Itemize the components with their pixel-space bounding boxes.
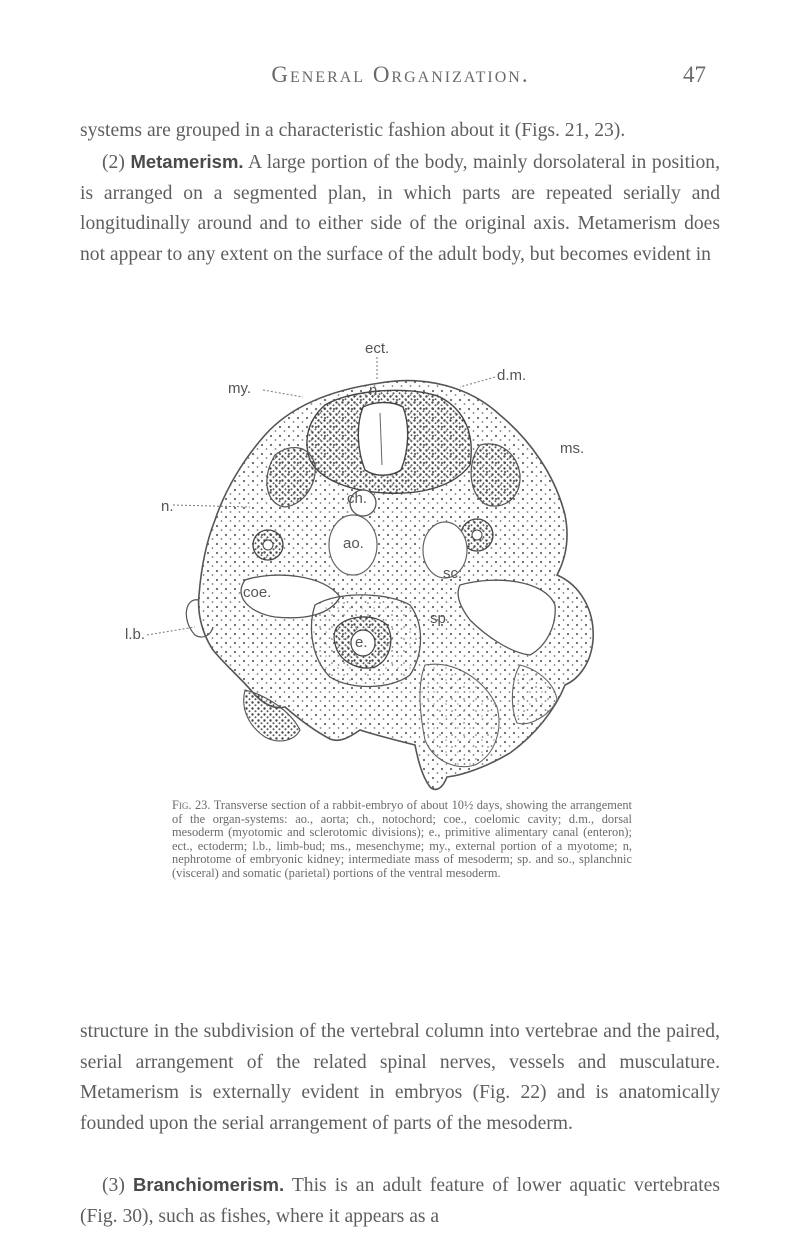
heading-metamerism: Metamerism. [130, 151, 244, 172]
label-sc: sc. [443, 565, 463, 582]
paragraph-structure [80, 1017, 720, 1139]
label-ao: ao. [343, 535, 364, 552]
section-number-3: (3) [102, 1175, 125, 1196]
figure-23 [125, 335, 680, 795]
label-my: my. [228, 380, 252, 397]
paragraph-structure-text: structure in the subdivision of the vertebral column into vertebrae and the paired, serial arrangement of the related spinal nerves, vessels and musculature. Metamerism is externally evident in embryos (Fig. 22) and is anatomically founded upon the serial arrangement of parts of the mesoderm. [80, 1021, 720, 1134]
running-title: General Organization. [271, 62, 530, 87]
embryo-section-illustration [125, 335, 680, 795]
label-lb: l.b. [125, 626, 146, 643]
label-sp: sp. [430, 610, 451, 627]
label-coe: coe. [243, 584, 272, 601]
label-dm: d.m. [497, 367, 527, 384]
paragraph-metamerism-text: A large portion of the body, mainly dorsolateral in position, is arranged on a segmented plan, in which parts are repeated serially and longitudinally around and to either side of the original axis. Metamerism does not appear to any extent on the surface of the adult body, but becomes evident in [80, 152, 720, 265]
label-e: e. [355, 634, 368, 651]
caption-label: Fig. 23. [172, 798, 211, 812]
page-number: 47 [683, 62, 706, 87]
heading-branchiomerism: Branchiomerism. [132, 1174, 285, 1195]
paragraph-branchiomerism [80, 1170, 720, 1232]
figure-caption [172, 799, 632, 881]
paragraph-metamerism [80, 147, 720, 270]
paragraph-branchiomerism-text: This is an adult feature of lower aquatic vertebrates (Fig. 30), such as fishes, where it appears as a [80, 1175, 720, 1227]
label-ect: ect. [365, 340, 390, 357]
paragraph-1-text: systems are grouped in a characteristic fashion about it (Figs. 21, 23). [80, 120, 626, 141]
paragraph-1 [80, 116, 720, 147]
section-number-2: (2) [102, 152, 125, 173]
label-ms: ms. [560, 440, 585, 457]
label-n-top: n. [369, 382, 382, 399]
label-ch: ch. [347, 490, 368, 507]
label-n-left: n. [161, 498, 174, 515]
running-head [0, 62, 801, 92]
caption-text: Transverse section of a rabbit-embryo of about 10½ days, showing the arrangement of the organ-systems: ao., aorta; ch., notochord; coe., coelomic cavity; d.m., dorsal mesoderm (myotomic and sclerotomic divisions); e., primitive alimentary canal (enteron); ect., ectoderm; l.b., limb-bud; ms., mesenchyme; my., external portion of a myotome; n, nephrotome of embryonic kidney; intermediate mass of mesoderm; sp. and so., splanchnic (visceral) and somatic (parietal) portions of the ventral mesoderm. [172, 798, 632, 880]
